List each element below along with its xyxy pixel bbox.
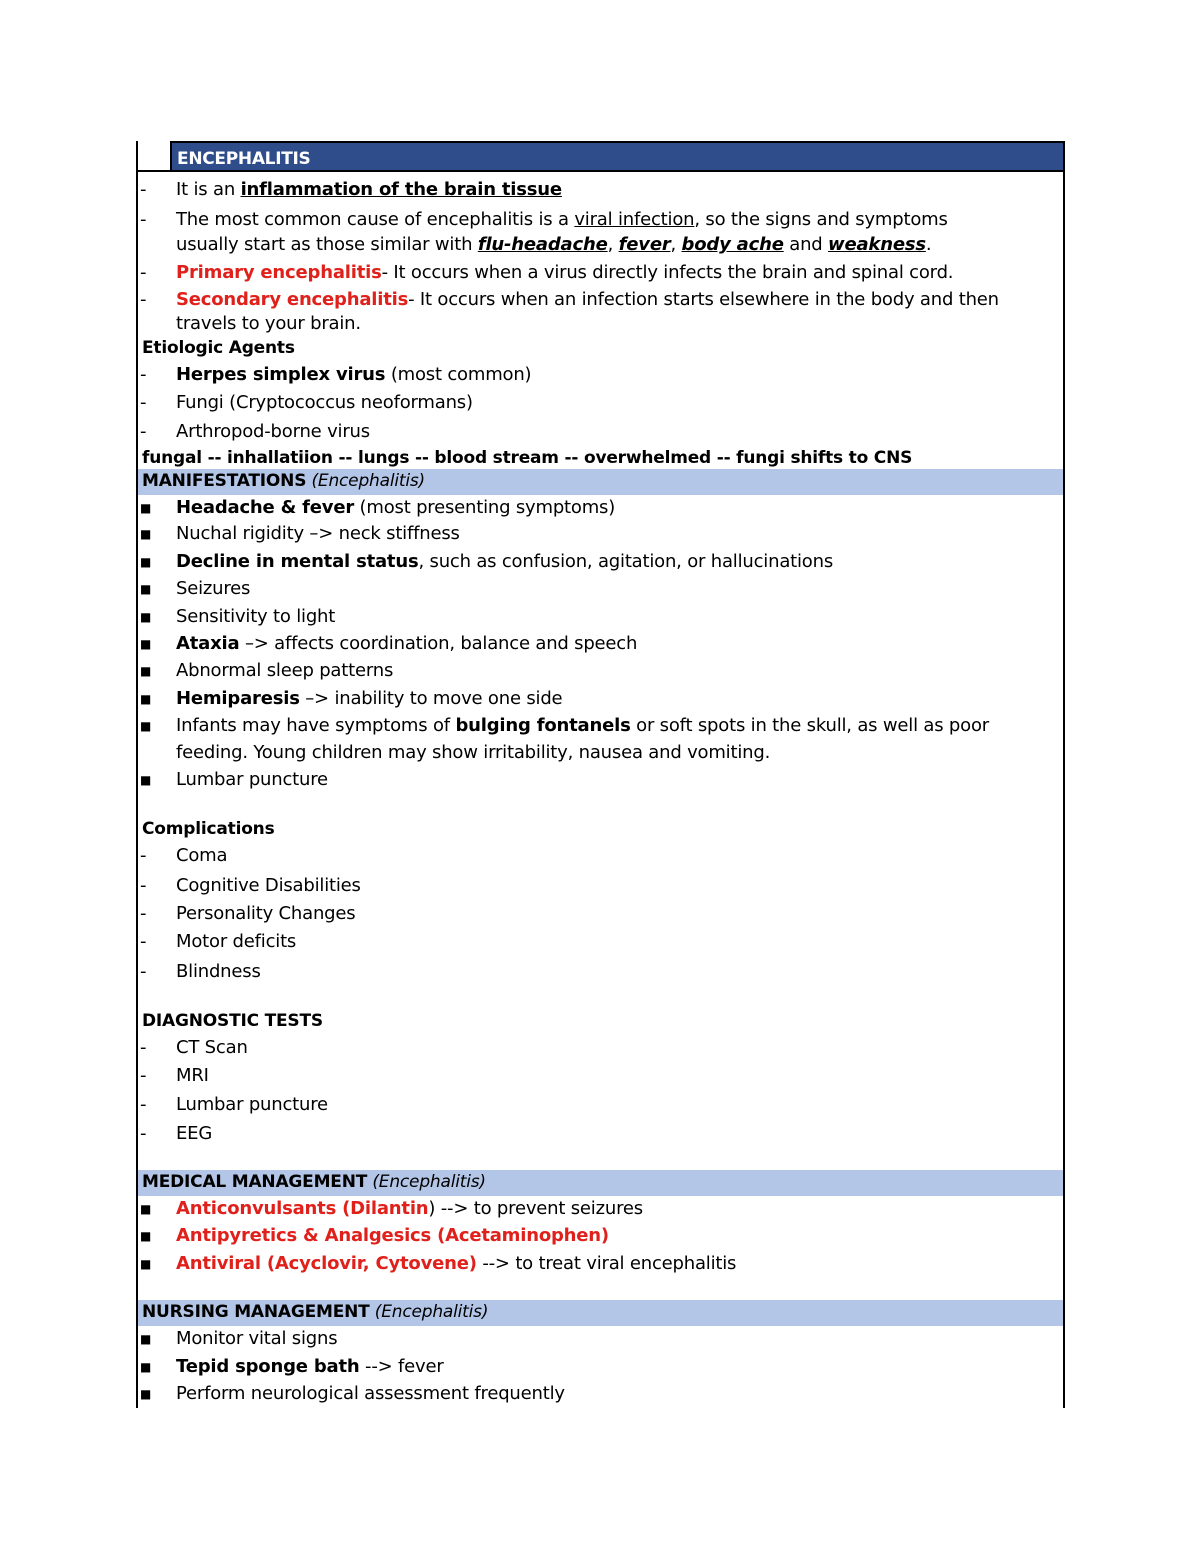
title-divider xyxy=(136,170,1065,172)
square-bullet: ■ xyxy=(140,1229,152,1243)
intro-line-3: usually start as those similar with flu-headache, fever, body ache and weakness. xyxy=(176,234,932,255)
dash-marker: - xyxy=(140,875,147,896)
manifestation-item: Infants may have symptoms of bulging fontanels or soft spots in the skull, as well as poor xyxy=(176,715,989,736)
manifestation-item: Headache & fever (most presenting symptoms) xyxy=(176,497,616,518)
primary-encephalitis: Primary encephalitis- It occurs when a virus directly infects the brain and spinal cord. xyxy=(176,262,954,283)
etiologic-item: Herpes simplex virus (most common) xyxy=(176,364,532,385)
nursing-management-band: NURSING MANAGEMENT (Encephalitis) xyxy=(138,1300,1063,1326)
dash-marker: - xyxy=(140,1037,147,1058)
manifestation-item: Ataxia –> affects coordination, balance and speech xyxy=(176,633,638,654)
square-bullet: ■ xyxy=(140,773,152,787)
complication-item: Personality Changes xyxy=(176,903,356,924)
dash-marker: - xyxy=(140,209,147,230)
medication-item: Antipyretics & Analgesics (Acetaminophen) xyxy=(176,1225,609,1246)
manifestation-item: Decline in mental status, such as confusion, agitation, or hallucinations xyxy=(176,551,834,572)
dash-marker: - xyxy=(140,364,147,385)
complication-item: Cognitive Disabilities xyxy=(176,875,361,896)
diagnostic-item: CT Scan xyxy=(176,1037,248,1058)
complication-item: Motor deficits xyxy=(176,931,297,952)
page-title: ENCEPHALITIS xyxy=(177,149,311,169)
dash-marker: - xyxy=(140,179,147,200)
manifestation-item: Abnormal sleep patterns xyxy=(176,660,394,681)
nursing-item: Tepid sponge bath --> fever xyxy=(176,1356,444,1377)
dash-marker: - xyxy=(140,392,147,413)
secondary-encephalitis-cont: travels to your brain. xyxy=(176,313,361,334)
etiologic-item: Arthropod-borne virus xyxy=(176,421,370,442)
diagnostic-item: Lumbar puncture xyxy=(176,1094,328,1115)
secondary-encephalitis: Secondary encephalitis- It occurs when an infection starts elsewhere in the body and then xyxy=(176,289,999,310)
square-bullet: ■ xyxy=(140,664,152,678)
manifestation-item: Sensitivity to light xyxy=(176,606,336,627)
intro-line-1: It is an inflammation of the brain tissue xyxy=(176,179,562,200)
dash-marker: - xyxy=(140,903,147,924)
square-bullet: ■ xyxy=(140,692,152,706)
medication-item: Antiviral (Acyclovir, Cytovene) --> to treat viral encephalitis xyxy=(176,1253,737,1274)
square-bullet: ■ xyxy=(140,1387,152,1401)
square-bullet: ■ xyxy=(140,610,152,624)
square-bullet: ■ xyxy=(140,527,152,541)
title-bar xyxy=(170,141,1065,172)
square-bullet: ■ xyxy=(140,1332,152,1346)
square-bullet: ■ xyxy=(140,555,152,569)
diagnostic-item: EEG xyxy=(176,1123,213,1144)
square-bullet: ■ xyxy=(140,1202,152,1216)
etiologic-heading: Etiologic Agents xyxy=(142,338,295,358)
nursing-item: Monitor vital signs xyxy=(176,1328,338,1349)
square-bullet: ■ xyxy=(140,1257,152,1271)
manifestation-item: Hemiparesis –> inability to move one side xyxy=(176,688,563,709)
complications-heading: Complications xyxy=(142,819,275,839)
medication-item: Anticonvulsants (Dilantin) --> to prevent seizures xyxy=(176,1198,643,1219)
square-bullet: ■ xyxy=(140,1360,152,1374)
square-bullet: ■ xyxy=(140,582,152,596)
dash-marker: - xyxy=(140,845,147,866)
dash-marker: - xyxy=(140,1123,147,1144)
complication-item: Blindness xyxy=(176,961,261,982)
dash-marker: - xyxy=(140,262,147,283)
dash-marker: - xyxy=(140,1065,147,1086)
square-bullet: ■ xyxy=(140,501,152,515)
manifestations-band: MANIFESTATIONS (Encephalitis) xyxy=(138,469,1063,495)
dash-marker: - xyxy=(140,931,147,952)
dash-marker: - xyxy=(140,961,147,982)
manifestation-item: Lumbar puncture xyxy=(176,769,328,790)
etiologic-item: Fungi (Cryptococcus neoformans) xyxy=(176,392,473,413)
medical-management-band: MEDICAL MANAGEMENT (Encephalitis) xyxy=(138,1170,1063,1196)
diagnostics-heading: DIAGNOSTIC TESTS xyxy=(142,1011,323,1031)
fungal-pathway: fungal -- inhallatiion -- lungs -- blood stream -- overwhelmed -- fungi shifts to CNS xyxy=(142,448,913,468)
nursing-item: Perform neurological assessment frequently xyxy=(176,1383,565,1404)
intro-line-2: The most common cause of encephalitis is a viral infection, so the signs and symptoms xyxy=(176,209,948,230)
dash-marker: - xyxy=(140,289,147,310)
square-bullet: ■ xyxy=(140,719,152,733)
manifestation-item-cont: feeding. Young children may show irritability, nausea and vomiting. xyxy=(176,742,771,763)
manifestation-item: Nuchal rigidity –> neck stiffness xyxy=(176,523,460,544)
dash-marker: - xyxy=(140,1094,147,1115)
diagnostic-item: MRI xyxy=(176,1065,209,1086)
complication-item: Coma xyxy=(176,845,228,866)
dash-marker: - xyxy=(140,421,147,442)
square-bullet: ■ xyxy=(140,637,152,651)
manifestation-item: Seizures xyxy=(176,578,251,599)
